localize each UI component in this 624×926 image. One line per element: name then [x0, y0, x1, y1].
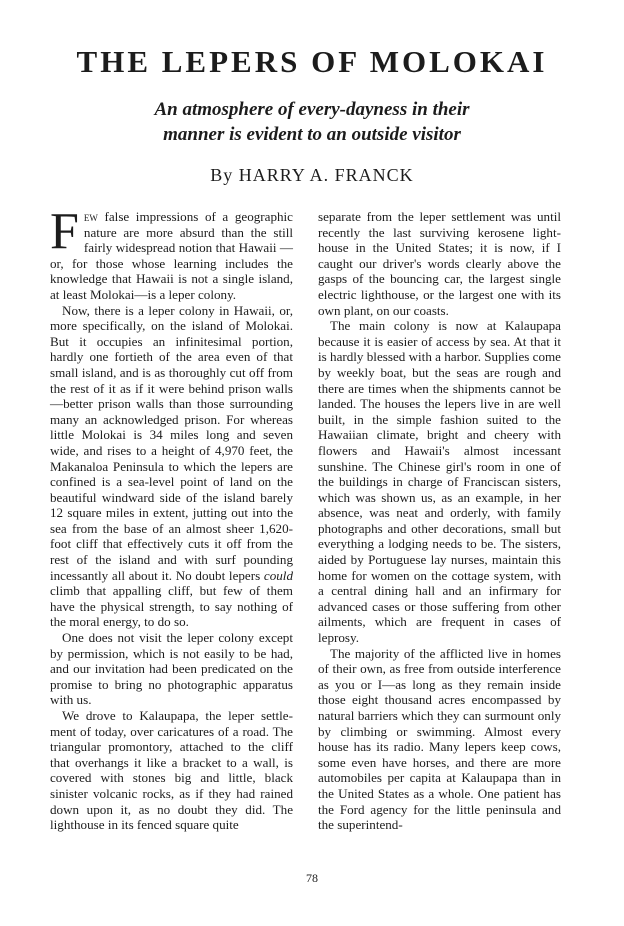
paragraph-2-end: climb that appalling cliff, but few of them have the physical strength, to say nothing of the moral energy, to do so. [50, 583, 293, 630]
subtitle-line-2: manner is evident to an outside visitor [163, 124, 461, 145]
subtitle-line-1: An atmosphere of every-dayness in their [154, 99, 470, 120]
paragraph-6: The main colony is now at Kalaupapa because it is easier of access by sea. At that it is hardly blessed with a harbor. Supplies come by weekly boat, but the seas are rough and there are times when the shipments cannot be landed. The houses the lepers live in are well built, in the simple fashion suited to the Hawaiian climate, bright and cheery with flowers and Hawaii's almost incessant sunshine. The Chinese girl's room in one of the buildings in charge of Franciscan sisters, which was shown us, as an example, in her absence, was neat and orderly, with family photographs and other decorations, small but everything a lodging needs to be. The sisters, aided by Portuguese lay nurses, maintain this home for women on the cottage system, with a central dining hall and an infirmary for advanced cases or those suffering from other ailments, which are frequent in cases of leprosy. [318, 318, 561, 646]
paragraph-2-text: Now, there is a leper colony in Hawaii, or, more specifically, on the island of Molokai. But it occupies an infinitesimal portion, hardly one fortieth of the area even of that small island, and is as thoroughly cut off from the rest of it as if it were behind prison walls—better prison walls than those surrounding many an acknowledged prison. For whereas little Molokai is 34 miles long and seven wide, and rises to a height of 4,970 feet, the Makanaloa Peninsula to which the lepers are confined is a sea-level point of land on the beautiful windward side of the island barely 12 square miles in extent, jutting out into the sea from the base of an almost sheer 1,620-foot cliff that effectively cuts it off from the rest of the island and with surf pounding incessantly all about it. No doubt lepers [50, 302, 293, 583]
article-subtitle [0, 97, 624, 147]
page-number: 78 [306, 871, 318, 885]
paragraph-2 [50, 303, 293, 630]
paragraph-2-italic: could [263, 567, 293, 583]
paragraph-4: We drove to Kalaupapa, the leper settlement of today, over caricatures of a road. The triangular promontory, attached to the cliff that overhangs it like a bracket to a wall, is covered with stones big and little, black sinister volcanic rocks, as if they had rained down upon it, as no doubt they did. The lighthouse in its fenced square quite [50, 708, 293, 833]
paragraph-1 [50, 203, 293, 303]
paragraph-7: The majority of the afflicted live in homes of their own, as free from outside interference as you or I—as long as they remain inside those eight thousand acres encompassed by natural barriers which they can surmount only by climbing or swimming. Almost every house has its radio. Many lepers keep cows, some even have horses, and there are more automobiles per capita at Kalaupapa than in the United States as a whole. One patient has the Ford agency for the little peninsula and the superintend- [318, 645, 561, 833]
article-title: THE LEPERS OF MOLOKAI [76, 44, 548, 79]
right-column [318, 209, 561, 833]
paragraph-3: One does not visit the leper colony except by permission, which is not easily to be had, and our invitation had been predicated on the promise to bring no photographic apparatus with us. [50, 630, 293, 708]
byline: By HARRY A. FRANCK [210, 165, 414, 185]
paragraph-1-text: false impressions of a geographic nature are more absurd than the still fairly widespread notion that Hawaii —or, for those whose learning includes the knowledge that Hawaii is not a single island, at least Molokai—is a leper colony. [50, 209, 293, 302]
left-column [50, 203, 293, 833]
lead-in-small-caps: ew [83, 209, 98, 224]
drop-cap: F [50, 203, 79, 260]
paragraph-5: separate from the leper settlement was until recently the last surviving kerosene lighthouse in the United States; it is now, if I caught our driver's words clearly above the gasps of the bouncing car, the largest single electric lighthouse, or the largest one with its own plant, on our coasts. [318, 209, 561, 318]
